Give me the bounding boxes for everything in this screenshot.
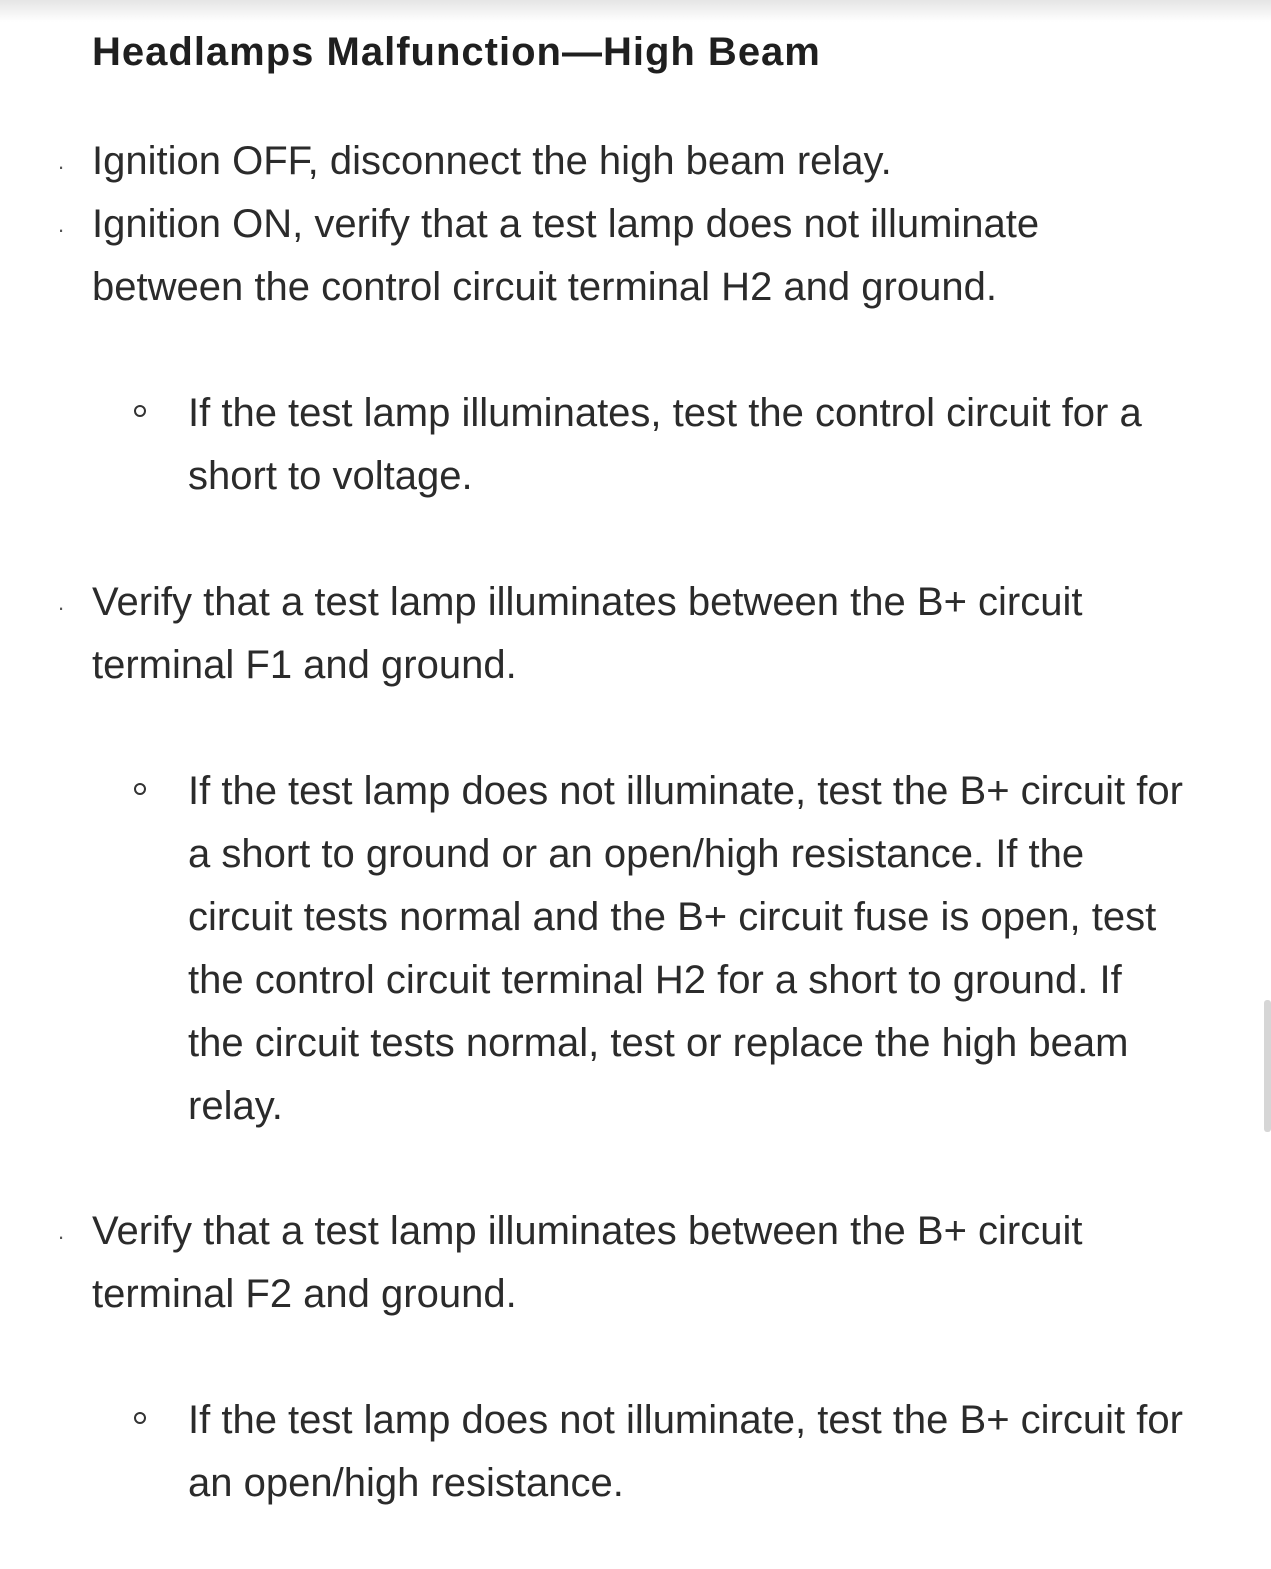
step-marker: . xyxy=(58,1219,65,1244)
step-text: Ignition OFF, disconnect the high beam relay. xyxy=(92,139,892,183)
step-item-4 xyxy=(58,1200,1192,1326)
hollow-circle-bullet-icon xyxy=(134,783,146,795)
step-marker: . xyxy=(58,212,65,237)
substep-text: If the test lamp does not illuminate, test the B+ circuit for a short to ground or an open/high resistance. If the circuit tests normal and the B+ circuit fuse is open, test the control circuit terminal H2 for a short to ground. If the circuit tests normal, test or replace the high beam relay. xyxy=(188,769,1183,1128)
step-marker: . xyxy=(58,149,65,174)
page-title: Headlamps Malfunction—High Beam xyxy=(92,30,821,74)
step-text: Verify that a test lamp illuminates between the B+ circuit terminal F2 and ground. xyxy=(92,1209,1083,1316)
substep-item-2 xyxy=(188,760,1188,1138)
step-item-1 xyxy=(58,130,1192,193)
step-text: Ignition ON, verify that a test lamp does not illuminate between the control circuit terminal H2 and ground. xyxy=(92,202,1040,309)
vertical-scrollbar[interactable] xyxy=(1264,1000,1271,1132)
hollow-circle-bullet-icon xyxy=(134,405,146,417)
hollow-circle-bullet-icon xyxy=(134,1412,146,1424)
substep-item-1 xyxy=(188,382,1188,508)
step-marker: . xyxy=(58,590,65,615)
substep-text: If the test lamp illuminates, test the control circuit for a short to voltage. xyxy=(188,391,1142,498)
substep-item-3 xyxy=(188,1389,1188,1515)
top-edge-shadow xyxy=(0,0,1271,22)
step-item-3 xyxy=(58,571,1192,697)
step-item-2 xyxy=(58,193,1192,319)
substep-text: If the test lamp does not illuminate, test the B+ circuit for an open/high resistance. xyxy=(188,1398,1183,1505)
step-text: Verify that a test lamp illuminates between the B+ circuit terminal F1 and ground. xyxy=(92,580,1083,687)
